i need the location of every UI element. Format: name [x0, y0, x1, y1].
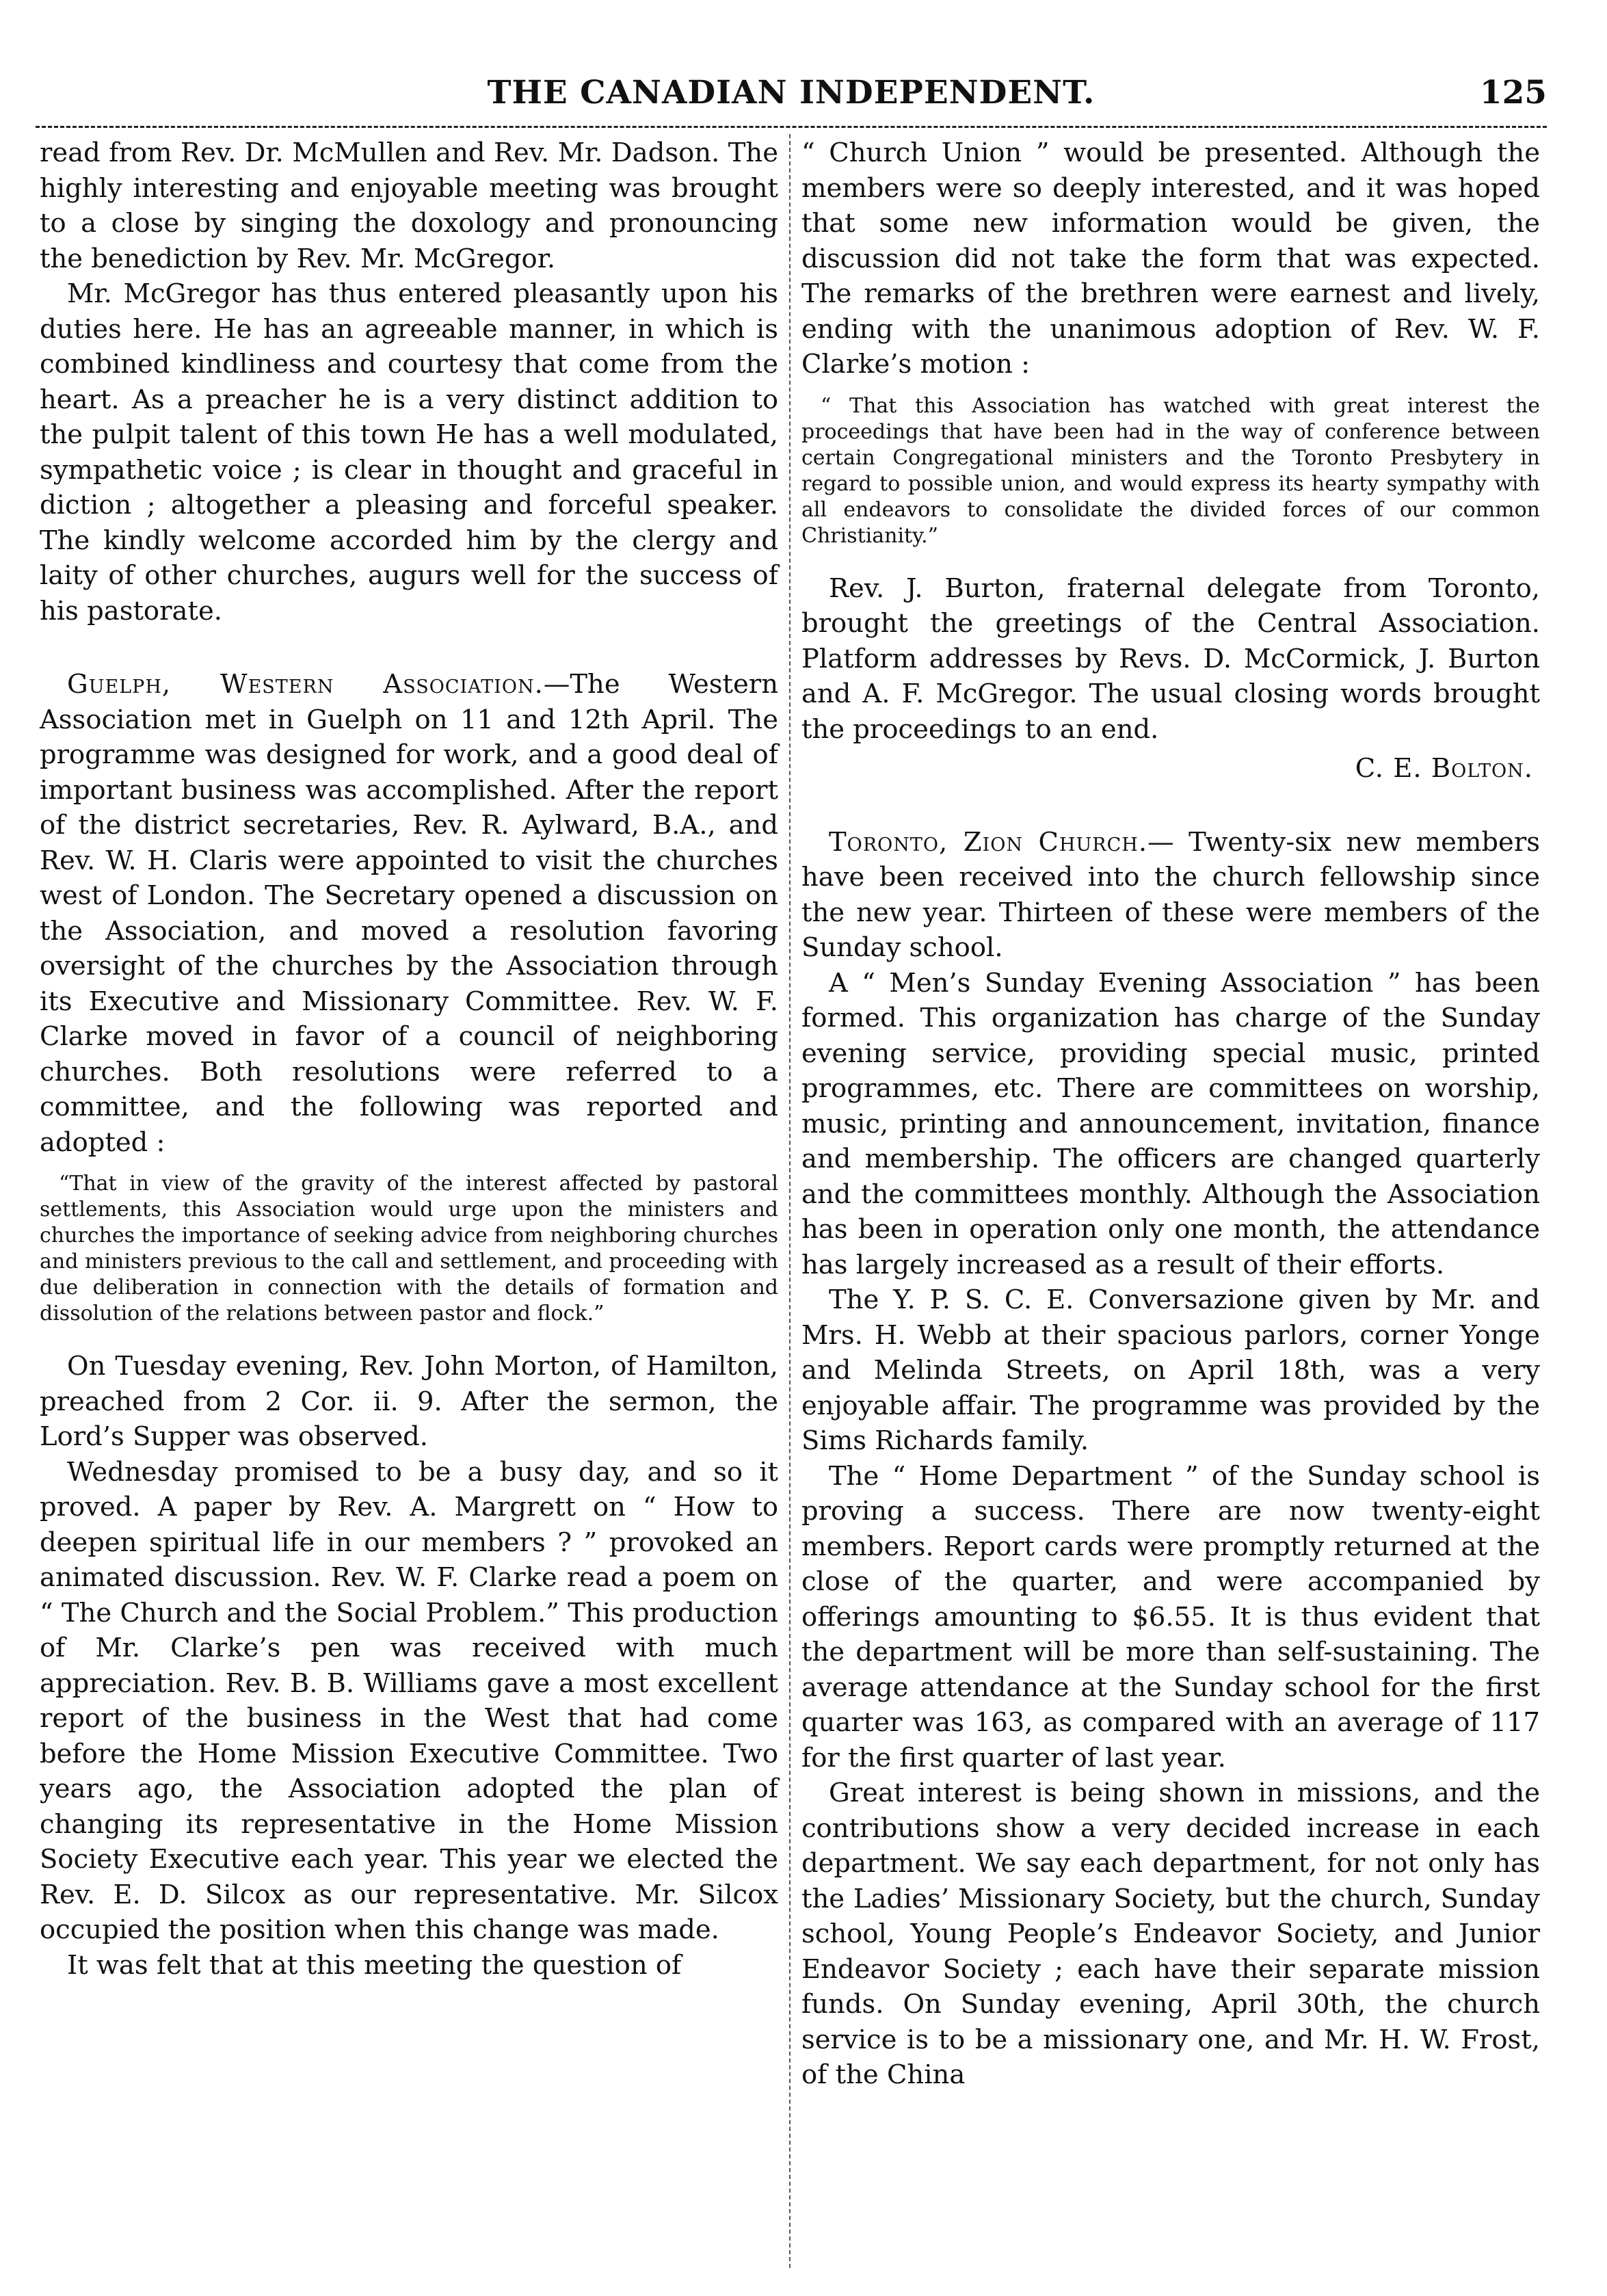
resolution-quote: “That in view of the gravity of the interest affected by pastoral settlements, this Association would urge upon the ministers and churches the importance of seeking advice from neighboring churches and ministers previous to the call and settlement, and proceeding with due deliberation in connection with the details of formation and dissolution of the relations between pastor and flock.”	[40, 1172, 778, 1325]
journal-title: THE CANADIAN INDEPENDENT.	[487, 74, 1095, 111]
paragraph: Great interest is being shown in missions, and the contributions show a very decided increase in each department. We say each department, for not only has the Ladies’ Missionary Society, but the church, Sunday school, Young People’s Endeavor Society, and Junior Endeavor Society ; each have their separate mission funds. On Sunday evening, April 30th, the church service is to be a missionary one, and Mr. H. W. Frost, of the China	[801, 1778, 1540, 2090]
paragraph: “ Church Union ” would be presented. Although the members were so deeply interested, and it was hoped that some new information would be given, the discussion did not take the form that was expected. The remarks of the brethren were earnest and lively, ending with the unanimous adoption of Rev. W. F. Clarke’s motion :	[801, 137, 1540, 380]
paragraph: A “ Men’s Sunday Evening Association ” has been formed. This organization has charge of the Sunday evening service, providing special music, printed programmes, etc. There are committees on worship, music, printing and announcement, invitation, finance and membership. The officers are changed quarterly and the committees monthly. Although the Association has been in operation only one month, the attendance has largely increased as a result of their efforts.	[801, 967, 1540, 1280]
paragraph: It was felt that at this meeting the question of	[67, 1949, 682, 1981]
paragraph: Mr. McGregor has thus entered pleasantly upon his duties here. He has an agreeable manner, in which is combined kindliness and courtesy that come from the heart. As a preacher he is a very distinct addition to the pulpit talent of this town He has a well modulated, sympathetic voice ; is clear in thought and graceful in diction ; altogether a pleasing and forceful speaker. The kindly welcome accorded him by the clergy and laity of other churches, augurs well for the success of his pastorate.	[40, 278, 778, 626]
paragraph-body: —The Western Association met in Guelph on 11 and 12th April. The programme was designed for work, and a good deal of important business was accomplished. After the report of the district secretaries, Rev. R. Aylward, B.A., and Rev. W. H. Claris were appointed to visit the churches west of London. The Secretary opened a discussion on the Association, and moved a resolution favoring oversight of the churches by the Association through its Executive and Missionary Committee. Rev. W. F. Clarke moved in favor of a council of neighboring churches. Both resolutions were referred to a committee, and the following was reported and adopted :	[40, 669, 778, 1158]
paragraph: Rev. J. Burton, fraternal delegate from Toronto, brought the greetings of the Central Association. Platform addresses by Revs. D. McCormick, J. Burton and A. F. McGregor. The usual closing words brought the proceedings to an end.	[801, 572, 1540, 745]
signature: C. E. Bolton.	[1355, 753, 1533, 784]
paragraph	[40, 667, 778, 1160]
section-heading: Guelph, Western Association.	[67, 669, 544, 700]
header-rule	[36, 126, 1547, 128]
paragraph: The Y. P. S. C. E. Conversazione given by Mr. and Mrs. H. Webb at their spacious parlors, corner Yonge and Melinda Streets, on April 18th, was a very enjoyable affair. The programme was provided by the Sims Richards family.	[801, 1284, 1540, 1456]
paragraph: read from Rev. Dr. McMullen and Rev. Mr. Dadson. The highly interesting and enjoyable meeting was brought to a close by singing the doxology and pronouncing the benediction by Rev. Mr. McGregor.	[40, 137, 778, 274]
resolution-quote: “ That this Association has watched with great interest the proceedings that have been had in the way of conference between certain Congregational ministers and the Toronto Presbytery in regard to possible union, and would express its hearty sympathy with all endeavors to consolidate the divided forces of our common Christianity.”	[801, 393, 1540, 548]
right-column	[801, 135, 1540, 2093]
page-header	[36, 74, 1547, 124]
page-number: 125	[1479, 74, 1547, 111]
paragraph	[801, 825, 1540, 966]
paragraph: The “ Home Department ” of the Sunday school is proving a success. There are now twenty-eight members. Report cards were promptly returned at the close of the quarter, and were accompanied by offerings amounting to $6.55. It is thus evident that the department will be more than self-sustaining. The average attendance at the Sunday school for the first quarter was 163, as compared with an average of 117 for the first quarter of last year.	[801, 1460, 1540, 1773]
column-divider	[789, 134, 791, 2268]
left-column	[40, 135, 778, 1983]
paragraph: On Tuesday evening, Rev. John Morton, of Hamilton, preached from 2 Cor. ii. 9. After the sermon, the Lord’s Supper was observed.	[40, 1351, 778, 1452]
paragraph-body: — Twenty-six new members have been received into the church fellowship since the new year. Thirteen of these were members of the Sunday school.	[801, 826, 1541, 963]
paragraph: Wednesday promised to be a busy day, and so it proved. A paper by Rev. A. Margrett on “ How to deepen spiritual life in our members ? ” provoked an animated discussion. Rev. W. F. Clarke read a poem on “ The Church and the Social Problem.” This production of Mr. Clarke’s pen was received with much appreciation. Rev. B. B. Williams gave a most excellent report of the business in the West that had come before the Home Mission Executive Committee. Two years ago, the Association adopted the plan of changing its representative in the Home Mission Society Executive each year. This year we elected the Rev. E. D. Silcox as our representative. Mr. Silcox occupied the position when this change was made.	[40, 1456, 778, 1945]
section-heading: Toronto, Zion Church.	[829, 826, 1148, 858]
